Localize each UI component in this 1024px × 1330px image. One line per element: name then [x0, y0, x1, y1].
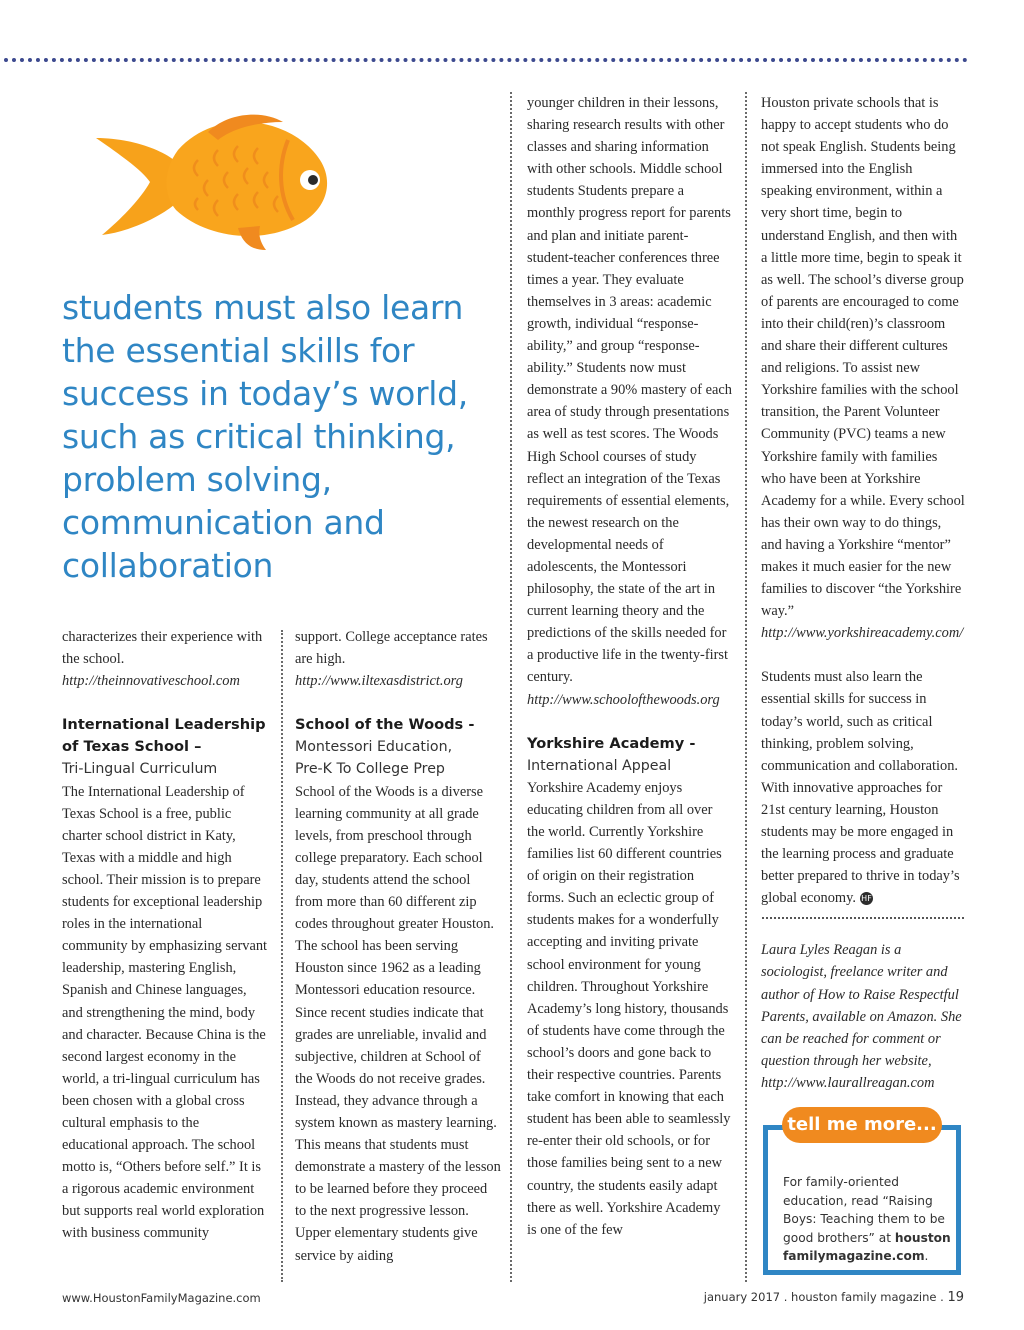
col4-paragraph-2-text: Students must also learn the essential skills for success in today’s world, such as critical thinking, problem solving, communication and collaboration. With innovative approaches for 21st century learning, Houston students may be more engaged in the learning process and graduate better prepared to thrive in today’s global economy. — [761, 669, 960, 907]
houston-family-logo-icon: HF — [861, 894, 872, 904]
col4-url[interactable]: http://www.yorkshireacademy.com/ — [761, 625, 964, 642]
col2-subheading-1: Montessori Education, — [295, 739, 453, 756]
col2-paragraph-1: support. College acceptance rates are high. — [295, 629, 488, 668]
column-4 — [761, 92, 965, 1094]
col1-paragraph-1: characterizes their experience with the school. — [62, 629, 263, 668]
tell-me-more-body: For family-oriented education, read “Raising Boys: Teaching them to be good brothers” at — [783, 1175, 945, 1245]
tell-me-more-link[interactable]: houston familymagazine.com — [783, 1230, 951, 1263]
tell-me-more-text — [783, 1173, 953, 1266]
col3-heading: Yorkshire Academy - — [527, 734, 696, 752]
col3-paragraph-2: Yorkshire Academy enjoys educating children from all over the world. Currently Yorkshire families list 60 different countries of origin on their registration forms. Such an eclectic group of students makes for a wonderfully accepting and inviting private school environment for young children. Throughout Yorkshire Academy’s long history, thousands of students have come through the school’s doors and gone back to their respective countries. Parents take comfort in knowing that each student has been able to seamlessly re-enter their old schools, or for those families being sent to a new country, the students easily adapt there as well. Yorkshire Academy is one of the few — [527, 779, 731, 1238]
col1-subheading: Tri-Lingual Curriculum — [62, 761, 218, 778]
col2-paragraph-2: School of the Woods is a diverse learning community at all grade levels, from preschool through college preparatory. Each school day, students attend the school from more than 60 different zip codes throughout greater Houston. The school has been serving Houston since 1962 as a leading Montessori education resource. Since recent studies indicate that grades are unreliable, invalid and subjective, children at School of the Woods do not receive grades. Instead, they advance through a system known as mastery learning. This means that students must demonstrate a mastery of the lesson to be learned before they proceed to the next progressive lesson. Upper elementary students give service by aiding — [295, 783, 501, 1264]
column-2 — [295, 626, 501, 1267]
author-bio: Laura Lyles Reagan is a sociologist, freelance writer and author of How to Raise Respectful Parents, available on Amazon. She can be reached for comment or question through her website, http://www.laurallreagan.com — [761, 942, 962, 1091]
col1-heading: International Leadership of Texas School – — [62, 716, 266, 756]
bio-dotted-rule — [762, 917, 964, 919]
col2-heading: School of the Woods - — [295, 716, 475, 734]
tell-me-more-title: tell me more... — [782, 1107, 942, 1143]
column-divider — [281, 630, 283, 1282]
col3-url[interactable]: http://www.schoolofthewoods.org — [527, 691, 720, 708]
col3-subheading: International Appeal — [527, 757, 672, 774]
column-divider — [510, 92, 512, 1282]
tell-me-more-end: . — [924, 1249, 929, 1263]
col4-paragraph-2 — [761, 666, 965, 909]
pull-quote: students must also learn the essential skills for success in today’s world, such as critical thinking, problem solving, communication and collaboration — [62, 288, 468, 585]
footer-issue — [704, 1290, 964, 1305]
col4-paragraph-1: Houston private schools that is happy to accept students who do not speak English. Students being immersed into the English speaking environment, within a very short time, begin to understand English, and then with a little more time, begin to speak it as well. The school’s diverse group of parents are encouraged to come into their child(ren)’s classroom and share their different cultures and religions. To assist new Yorkshire families with the school transition, the Parent Volunteer Community (PVC) teams a new Yorkshire family with families who have been at Yorkshire Academy for a while. Every school has their own way to do things, and having a Yorkshire “mentor” makes it much easier for the new families to discover “the Yorkshire way.” — [761, 95, 965, 620]
col2-subheading-2: Pre-K To College Prep — [295, 761, 445, 778]
footer-website: www.HoustonFamilyMagazine.com — [62, 1291, 261, 1305]
col1-paragraph-2: The International Leadership of Texas School is a free, public charter school district in Katy, Texas with a middle and high school. Their mission is to prepare students for exceptional leadership roles in the international community by emphasizing servant leadership, mastering English, Spanish and Chinese languages, and strengthening the mind, body and character. Because China is the second largest economy in the world, a tri-lingual curriculum has been chosen with a global cross cultural emphasis to the educational approach. The school motto is, “Others before self.” It is a rigorous academic environment but supports real world exploration with business community — [62, 783, 268, 1242]
column-1 — [62, 626, 268, 1245]
goldfish-illustration — [88, 110, 338, 260]
col1-url[interactable]: http://theinnovativeschool.com — [62, 673, 240, 690]
col2-url[interactable]: http://www.iltexasdistrict.org — [295, 673, 463, 690]
footer-issue-text: january 2017 . houston family magazine . — [703, 1290, 944, 1304]
page-number: 19 — [947, 1290, 964, 1305]
column-divider — [745, 92, 747, 1282]
column-3 — [527, 92, 733, 1241]
col3-paragraph-1: younger children in their lessons, sharing research results with other classes and sharing information with other schools. Middle school students Students prepare a monthly progress report for parents and plan and initiate parent-student-teacher conferences three times a year. They evaluate themselves in 3 areas: academic growth, individual “response-ability,” and group “response-ability.” Students now must demonstrate a 90% mastery of each area of study through presentations as well as test scores. The Woods High School courses of study reflect an integration of the Texas requirements of essential elements, the newest research on the developmental needs of adolescents, the Montessori philosophy, the state of the art in current learning theory and the predictions of the skills needed for a productive life in the twenty-first century. — [527, 95, 732, 686]
top-dotted-rule — [4, 58, 968, 62]
